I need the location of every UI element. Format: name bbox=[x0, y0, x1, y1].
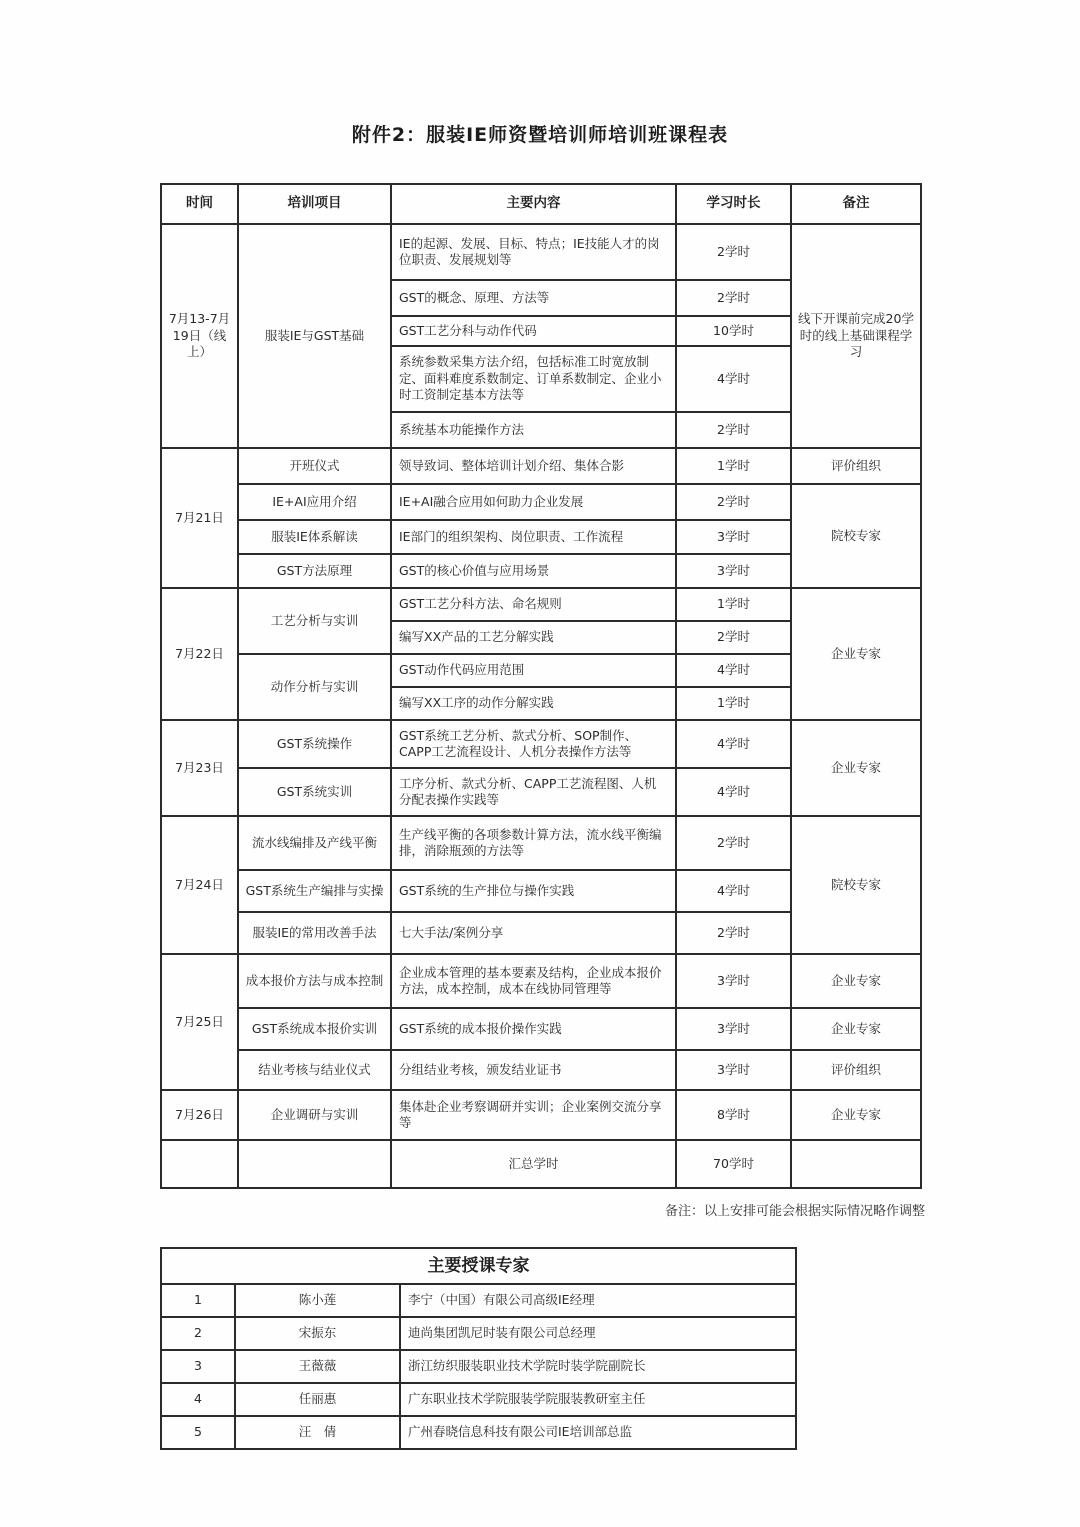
schedule-cell-content: 分组结业考核，颁发结业证书 bbox=[391, 1050, 676, 1090]
schedule-cell-note: 企业专家 bbox=[791, 954, 921, 1008]
experts-title: 主要授课专家 bbox=[161, 1248, 796, 1284]
table-row bbox=[161, 1050, 921, 1090]
col-header-note: 备注 bbox=[791, 184, 921, 224]
table-row bbox=[161, 1008, 921, 1050]
schedule-cell-date: 7月25日 bbox=[161, 954, 238, 1090]
schedule-cell-hours: 3学时 bbox=[676, 1050, 791, 1090]
schedule-cell-date: 7月26日 bbox=[161, 1090, 238, 1140]
table-row bbox=[161, 224, 921, 280]
course-schedule-table bbox=[160, 183, 922, 1189]
schedule-cell-project: 开班仪式 bbox=[238, 448, 391, 484]
summary-label: 汇总学时 bbox=[391, 1140, 676, 1188]
expert-name: 陈小莲 bbox=[235, 1284, 400, 1317]
schedule-cell-hours: 4学时 bbox=[676, 768, 791, 816]
schedule-cell-project: GST方法原理 bbox=[238, 554, 391, 588]
schedule-cell-project: 服装IE的常用改善手法 bbox=[238, 912, 391, 954]
table-row bbox=[161, 816, 921, 870]
schedule-cell-content: IE的起源、发展、目标、特点；IE技能人才的岗位职责、发展规划等 bbox=[391, 224, 676, 280]
expert-row bbox=[161, 1284, 796, 1317]
schedule-cell-content: GST系统的生产排位与操作实践 bbox=[391, 870, 676, 912]
expert-number: 1 bbox=[161, 1284, 235, 1317]
schedule-cell-content: 七大手法/案例分享 bbox=[391, 912, 676, 954]
schedule-cell-note: 企业专家 bbox=[791, 720, 921, 816]
schedule-cell-hours: 2学时 bbox=[676, 912, 791, 954]
schedule-cell-date: 7月23日 bbox=[161, 720, 238, 816]
summary-row bbox=[161, 1140, 921, 1188]
schedule-cell-note: 企业专家 bbox=[791, 1008, 921, 1050]
schedule-cell-project: 结业考核与结业仪式 bbox=[238, 1050, 391, 1090]
schedule-cell-hours: 4学时 bbox=[676, 654, 791, 687]
schedule-cell-project: IE+AI应用介绍 bbox=[238, 484, 391, 520]
schedule-cell-content: IE+AI融合应用如何助力企业发展 bbox=[391, 484, 676, 520]
schedule-cell-content: GST的概念、原理、方法等 bbox=[391, 280, 676, 316]
schedule-cell-content: GST工艺分科方法、命名规则 bbox=[391, 588, 676, 621]
table-row bbox=[161, 484, 921, 520]
expert-title: 迪尚集团凯尼时装有限公司总经理 bbox=[400, 1317, 796, 1350]
schedule-cell-project: 企业调研与实训 bbox=[238, 1090, 391, 1140]
expert-title: 浙江纺织服装职业技术学院时装学院副院长 bbox=[400, 1350, 796, 1383]
schedule-cell-empty bbox=[791, 1140, 921, 1188]
schedule-cell-project: GST系统操作 bbox=[238, 720, 391, 768]
schedule-cell-note: 企业专家 bbox=[791, 1090, 921, 1140]
schedule-cell-hours: 2学时 bbox=[676, 412, 791, 448]
col-header-project: 培训项目 bbox=[238, 184, 391, 224]
schedule-cell-project: GST系统成本报价实训 bbox=[238, 1008, 391, 1050]
schedule-cell-note: 企业专家 bbox=[791, 588, 921, 720]
expert-row bbox=[161, 1317, 796, 1350]
expert-row bbox=[161, 1416, 796, 1449]
schedule-cell-empty bbox=[161, 1140, 238, 1188]
table-row bbox=[161, 448, 921, 484]
schedule-cell-content: 集体赴企业考察调研并实训；企业案例交流分享等 bbox=[391, 1090, 676, 1140]
col-header-content: 主要内容 bbox=[391, 184, 676, 224]
schedule-cell-content: 编写XX工序的动作分解实践 bbox=[391, 687, 676, 720]
schedule-cell-note: 院校专家 bbox=[791, 484, 921, 588]
schedule-cell-hours: 3学时 bbox=[676, 1008, 791, 1050]
schedule-cell-hours: 3学时 bbox=[676, 554, 791, 588]
schedule-cell-content: 生产线平衡的各项参数计算方法，流水线平衡编排，消除瓶颈的方法等 bbox=[391, 816, 676, 870]
expert-number: 4 bbox=[161, 1383, 235, 1416]
schedule-cell-content: GST系统工艺分析、款式分析、SOP制作、CAPP工艺流程设计、人机分表操作方法等 bbox=[391, 720, 676, 768]
expert-title: 广州春晓信息科技有限公司IE培训部总监 bbox=[400, 1416, 796, 1449]
schedule-cell-content: GST动作代码应用范围 bbox=[391, 654, 676, 687]
schedule-cell-hours: 3学时 bbox=[676, 954, 791, 1008]
schedule-cell-date: 7月22日 bbox=[161, 588, 238, 720]
footnote: 备注：以上安排可能会根据实际情况略作调整 bbox=[664, 1204, 925, 1219]
schedule-cell-project: 动作分析与实训 bbox=[238, 654, 391, 720]
expert-number: 3 bbox=[161, 1350, 235, 1383]
schedule-cell-hours: 10学时 bbox=[676, 316, 791, 346]
schedule-cell-content: 工序分析、款式分析、CAPP工艺流程图、人机分配表操作实践等 bbox=[391, 768, 676, 816]
schedule-cell-content: GST系统的成本报价操作实践 bbox=[391, 1008, 676, 1050]
schedule-cell-content: IE部门的组织架构、岗位职责、工作流程 bbox=[391, 520, 676, 554]
schedule-cell-hours: 2学时 bbox=[676, 484, 791, 520]
schedule-cell-content: GST工艺分科与动作代码 bbox=[391, 316, 676, 346]
schedule-cell-hours: 2学时 bbox=[676, 816, 791, 870]
schedule-cell-hours: 2学时 bbox=[676, 280, 791, 316]
schedule-cell-note: 评价组织 bbox=[791, 1050, 921, 1090]
col-header-hours: 学习时长 bbox=[676, 184, 791, 224]
experts-header-row bbox=[161, 1248, 796, 1284]
schedule-cell-project: 工艺分析与实训 bbox=[238, 588, 391, 654]
summary-hours: 70学时 bbox=[676, 1140, 791, 1188]
schedule-cell-hours: 4学时 bbox=[676, 870, 791, 912]
expert-name: 王薇薇 bbox=[235, 1350, 400, 1383]
schedule-cell-project: GST系统实训 bbox=[238, 768, 391, 816]
schedule-cell-content: 企业成本管理的基本要素及结构，企业成本报价方法，成本控制，成本在线协同管理等 bbox=[391, 954, 676, 1008]
schedule-cell-note: 评价组织 bbox=[791, 448, 921, 484]
schedule-cell-hours: 2学时 bbox=[676, 621, 791, 654]
schedule-cell-hours: 4学时 bbox=[676, 346, 791, 412]
schedule-cell-hours: 4学时 bbox=[676, 720, 791, 768]
schedule-cell-date: 7月21日 bbox=[161, 448, 238, 588]
expert-row bbox=[161, 1350, 796, 1383]
table-row bbox=[161, 720, 921, 768]
schedule-cell-content: 编写XX产品的工艺分解实践 bbox=[391, 621, 676, 654]
schedule-cell-hours: 8学时 bbox=[676, 1090, 791, 1140]
table-header-row bbox=[161, 184, 921, 224]
schedule-cell-project: 服装IE体系解读 bbox=[238, 520, 391, 554]
schedule-cell-empty bbox=[238, 1140, 391, 1188]
schedule-cell-content: GST的核心价值与应用场景 bbox=[391, 554, 676, 588]
table-row bbox=[161, 588, 921, 621]
expert-number: 2 bbox=[161, 1317, 235, 1350]
expert-title: 李宁（中国）有限公司高级IE经理 bbox=[400, 1284, 796, 1317]
schedule-cell-content: 领导致词、整体培训计划介绍、集体合影 bbox=[391, 448, 676, 484]
col-header-time: 时间 bbox=[161, 184, 238, 224]
table-row bbox=[161, 954, 921, 1008]
schedule-cell-date: 7月24日 bbox=[161, 816, 238, 954]
schedule-cell-hours: 1学时 bbox=[676, 687, 791, 720]
table-row bbox=[161, 1090, 921, 1140]
schedule-cell-project: GST系统生产编排与实操 bbox=[238, 870, 391, 912]
schedule-cell-project: 流水线编排及产线平衡 bbox=[238, 816, 391, 870]
schedule-cell-content: 系统参数采集方法介绍，包括标准工时宽放制定、面料难度系数制定、订单系数制定、企业小时工资制定基本方法等 bbox=[391, 346, 676, 412]
schedule-cell-hours: 1学时 bbox=[676, 588, 791, 621]
expert-name: 任丽惠 bbox=[235, 1383, 400, 1416]
schedule-cell-project: 服装IE与GST基础 bbox=[238, 224, 391, 448]
page-title: 附件2：服装IE师资暨培训师培训班课程表 bbox=[351, 124, 729, 146]
schedule-cell-content: 系统基本功能操作方法 bbox=[391, 412, 676, 448]
expert-name: 宋振东 bbox=[235, 1317, 400, 1350]
expert-row bbox=[161, 1383, 796, 1416]
schedule-cell-hours: 3学时 bbox=[676, 520, 791, 554]
schedule-cell-note: 线下开课前完成20学时的线上基础课程学习 bbox=[791, 224, 921, 448]
schedule-cell-hours: 1学时 bbox=[676, 448, 791, 484]
schedule-cell-project: 成本报价方法与成本控制 bbox=[238, 954, 391, 1008]
schedule-cell-note: 院校专家 bbox=[791, 816, 921, 954]
expert-name: 汪 倩 bbox=[235, 1416, 400, 1449]
expert-number: 5 bbox=[161, 1416, 235, 1449]
schedule-cell-date: 7月13-7月19日（线上） bbox=[161, 224, 238, 448]
expert-title: 广东职业技术学院服装学院服装教研室主任 bbox=[400, 1383, 796, 1416]
schedule-cell-hours: 2学时 bbox=[676, 224, 791, 280]
experts-table bbox=[160, 1247, 797, 1450]
